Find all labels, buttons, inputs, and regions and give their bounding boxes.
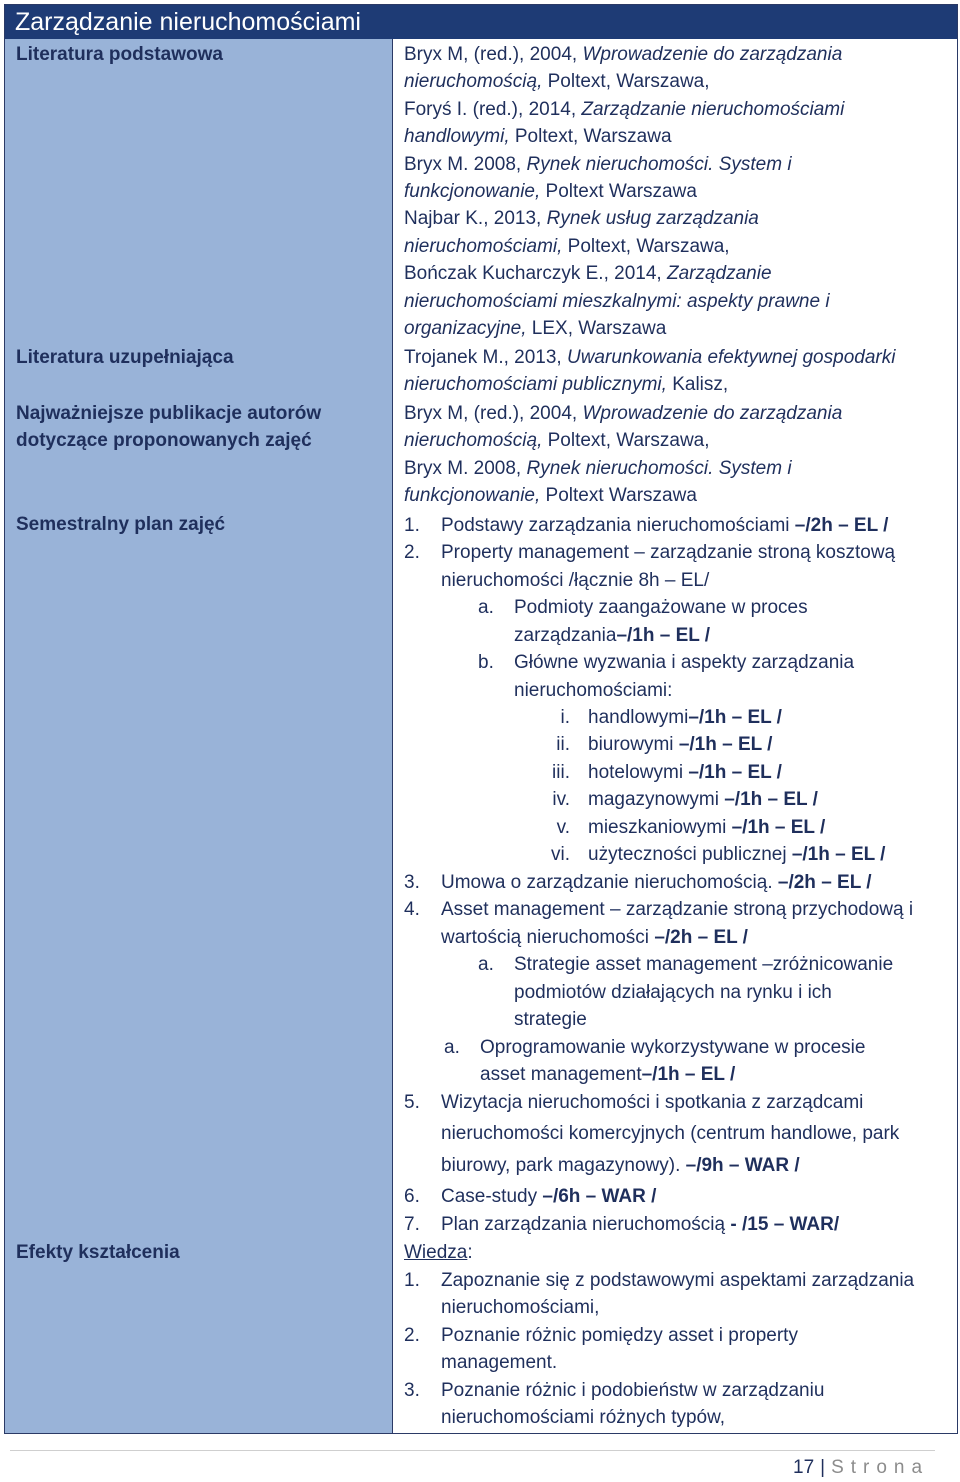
plan-item: Asset management – zarządzanie stroną przychodową i <box>441 899 914 920</box>
reference-item: Najbar K., 2013, Rynek usług zarządzania nieruchomościami, Poltext, Warszawa, <box>404 208 759 257</box>
label-literatura-uzupelniajaca: Literatura uzupełniająca <box>16 347 234 368</box>
plan-item-cont: wartością nieruchomości –/2h – EL / <box>441 927 748 948</box>
roman-item: handlowymi–/1h – EL / <box>588 707 782 728</box>
plan-item-cont: biurowy, park magazynowy). –/9h – WAR / <box>441 1155 800 1176</box>
label-publikacje-line2: dotyczące proponowanych zajęć <box>16 430 312 451</box>
roman-number: iv. <box>552 789 570 810</box>
plan-item-number: 5. <box>404 1092 420 1113</box>
reference-item: Bończak Kucharczyk E., 2014, Zarządzanie nieruchomościami mieszkalnymi: aspekty prawne i organizacyjne, LEX, Warszawa <box>404 263 830 340</box>
plan-item-number: 6. <box>404 1186 420 1207</box>
page-footer <box>793 1457 929 1479</box>
reference-item: Bryx M. 2008, Rynek nieruchomości. System i funkcjonowanie, Poltext Warszawa <box>404 457 792 507</box>
roman-item: biurowymi –/1h – EL / <box>588 734 773 755</box>
plan-subitem-number: a. <box>478 954 494 975</box>
roman-number: i. <box>560 707 570 728</box>
plan-subitem-number: a. <box>444 1037 460 1058</box>
plan-subitem: Strategie asset management –zróżnicowanie <box>514 954 894 975</box>
efekt-item-cont: nieruchomościami różnych typów, <box>441 1407 726 1428</box>
plan-item-number: 7. <box>404 1214 420 1235</box>
plan-item-cont: nieruchomości /łącznie 8h – EL/ <box>441 570 710 591</box>
plan-item: Plan zarządzania nieruchomością - /15 – WAR/ <box>441 1214 840 1235</box>
roman-number: iii. <box>552 762 570 783</box>
plan-subitem-number: a. <box>478 597 494 618</box>
plan-item-number: 1. <box>404 515 420 536</box>
page-title: Zarządzanie nieruchomościami <box>5 5 957 39</box>
roman-number: v. <box>556 817 570 838</box>
roman-item: mieszkaniowymi –/1h – EL / <box>588 817 826 838</box>
efekt-number: 3. <box>404 1380 420 1401</box>
efekt-number: 2. <box>404 1325 420 1346</box>
reference-item: Bryx M, (red.), 2004, Wprowadzenie do zarządzania nieruchomością, Poltext, Warszawa, <box>404 44 843 93</box>
plan-subitem-cont: strategie <box>514 1009 587 1030</box>
footer-divider <box>10 1450 935 1451</box>
reference-item: Bryx M. 2008, Rynek nieruchomości. System i funkcjonowanie, Poltext Warszawa <box>404 153 792 203</box>
plan-subitem: Główne wyzwania i aspekty zarządzania <box>514 652 855 673</box>
plan-item: Umowa o zarządzanie nieruchomością. –/2h – EL / <box>441 872 872 893</box>
reference-item: Trojanek M., 2013, Uwarunkowania efektywnej gospodarki nieruchomościami publicznymi, Kalisz, <box>404 347 896 396</box>
label-plan: Semestralny plan zajęć <box>16 514 226 535</box>
plan-item-number: 4. <box>404 899 420 920</box>
lit-podstawowa-list <box>404 41 874 342</box>
roman-item: hotelowymi –/1h – EL / <box>588 762 782 783</box>
column-divider <box>392 39 393 1433</box>
roman-number: ii. <box>556 734 570 755</box>
roman-item: magazynowymi –/1h – EL / <box>588 789 818 810</box>
label-publikacje-line1: Najważniejsze publikacje autorów <box>16 403 322 424</box>
reference-item: Foryś I. (red.), 2014, Zarządzanie nieruchomościami handlowymi, Poltext, Warszawa <box>404 98 845 148</box>
plan-item: Property management – zarządzanie stroną kosztową <box>441 542 896 563</box>
publikacje-list <box>404 400 874 510</box>
plan-item-number: 2. <box>404 542 420 563</box>
lit-uzupelniajaca-list <box>404 344 952 399</box>
plan-subitem-cont: asset management–/1h – EL / <box>480 1064 736 1085</box>
plan-item-number: 3. <box>404 872 420 893</box>
label-publikacje <box>16 400 321 454</box>
efekt-item-cont: nieruchomościami, <box>441 1297 600 1318</box>
wiedza-heading: Wiedza: <box>404 1242 473 1263</box>
reference-item: Bryx M, (red.), 2004, Wprowadzenie do zarządzania nieruchomością, Poltext, Warszawa, <box>404 403 843 452</box>
plan-item: Case-study –/6h – WAR / <box>441 1186 657 1207</box>
label-efekty: Efekty kształcenia <box>16 1242 180 1263</box>
efekt-item: Poznanie różnic i podobieństw w zarządzaniu <box>441 1380 825 1401</box>
page-number: 17 <box>793 1457 815 1478</box>
plan-item: Wizytacja nieruchomości i spotkania z zarządcami <box>441 1092 864 1113</box>
plan-subitem: Podmioty zaangażowane w proces <box>514 597 808 618</box>
label-literatura-podstawowa: Literatura podstawowa <box>16 44 223 65</box>
plan-item-cont: nieruchomości komercyjnych (centrum handlowe, park <box>441 1123 900 1144</box>
plan-subitem-cont: nieruchomościami: <box>514 680 673 701</box>
efekt-item: Zapoznanie się z podstawowymi aspektami zarządzania <box>441 1270 915 1291</box>
roman-item: użyteczności publicznej –/1h – EL / <box>588 844 886 865</box>
plan-subitem-cont: zarządzania–/1h – EL / <box>514 625 711 646</box>
label-column <box>5 39 392 1433</box>
roman-number: vi. <box>551 844 570 865</box>
efekt-number: 1. <box>404 1270 420 1291</box>
footer-label: Strona <box>831 1457 930 1478</box>
plan-item: Podstawy zarządzania nieruchomościami –/2h – EL / <box>441 515 889 536</box>
efekt-item: Poznanie różnic pomiędzy asset i property <box>441 1325 798 1346</box>
plan-subitem-number: b. <box>478 652 494 673</box>
efekt-item-cont: management. <box>441 1352 558 1373</box>
plan-subitem: Oprogramowanie wykorzystywane w procesie <box>480 1037 866 1058</box>
plan-subitem-cont: podmiotów działających na rynku i ich <box>514 982 832 1003</box>
footer-separator: | <box>820 1457 826 1478</box>
